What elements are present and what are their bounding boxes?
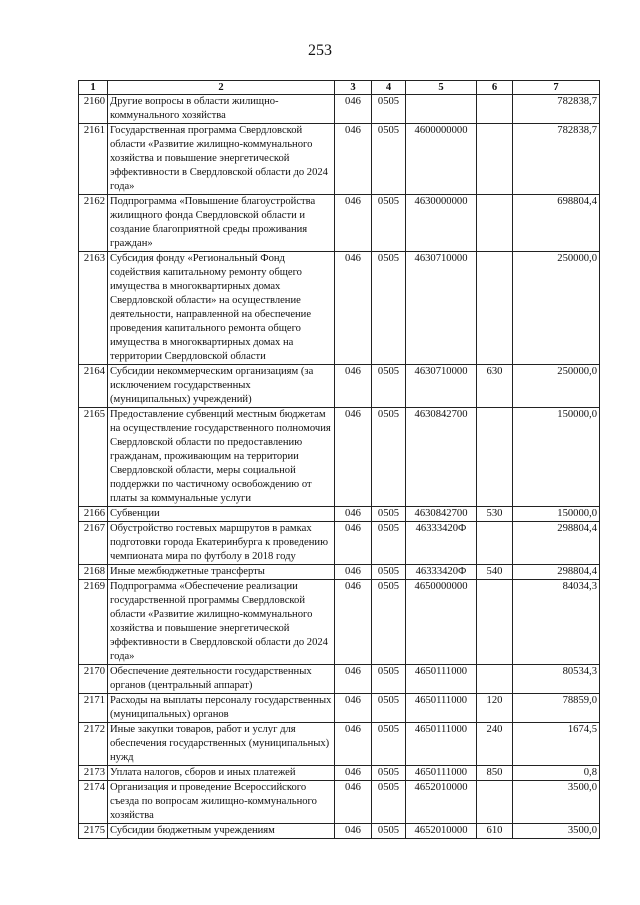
code-5: 46333420Ф: [406, 522, 477, 565]
row-number: 2160: [79, 95, 108, 124]
table-row: [79, 365, 600, 408]
code-6: 610: [477, 824, 513, 839]
code-6: 540: [477, 565, 513, 580]
table-row: [79, 824, 600, 839]
row-number: 2172: [79, 723, 108, 766]
code-5: 4652010000: [406, 824, 477, 839]
code-6: 120: [477, 694, 513, 723]
row-name: Другие вопросы в области жилищно-коммунального хозяйства: [108, 95, 335, 124]
code-3: 046: [335, 365, 372, 408]
code-3: 046: [335, 781, 372, 824]
column-header: 1: [79, 81, 108, 95]
row-number: 2164: [79, 365, 108, 408]
code-4: 0505: [372, 507, 406, 522]
code-5: 4630842700: [406, 507, 477, 522]
code-4: 0505: [372, 252, 406, 365]
column-header: 7: [513, 81, 600, 95]
code-5: 4650111000: [406, 694, 477, 723]
row-name: Субсидии бюджетным учреждениям: [108, 824, 335, 839]
code-6: [477, 580, 513, 665]
code-4: 0505: [372, 781, 406, 824]
row-amount: 78859,0: [513, 694, 600, 723]
table-row: [79, 694, 600, 723]
table-row: [79, 124, 600, 195]
row-number: 2173: [79, 766, 108, 781]
row-number: 2167: [79, 522, 108, 565]
row-number: 2171: [79, 694, 108, 723]
column-header: 3: [335, 81, 372, 95]
row-number: 2166: [79, 507, 108, 522]
code-4: 0505: [372, 365, 406, 408]
row-number: 2175: [79, 824, 108, 839]
code-5: 4630000000: [406, 195, 477, 252]
column-header: 5: [406, 81, 477, 95]
table-row: [79, 781, 600, 824]
code-3: 046: [335, 95, 372, 124]
column-header: 4: [372, 81, 406, 95]
code-3: 046: [335, 507, 372, 522]
row-amount: 782838,7: [513, 124, 600, 195]
table-row: [79, 95, 600, 124]
row-number: 2170: [79, 665, 108, 694]
row-name: Субвенции: [108, 507, 335, 522]
row-amount: 698804,4: [513, 195, 600, 252]
row-number: 2163: [79, 252, 108, 365]
code-5: 4650111000: [406, 665, 477, 694]
code-5: 46333420Ф: [406, 565, 477, 580]
code-5: 4650111000: [406, 723, 477, 766]
row-name: Расходы на выплаты персоналу государственных (муниципальных) органов: [108, 694, 335, 723]
column-header: 2: [108, 81, 335, 95]
code-3: 046: [335, 408, 372, 507]
table-row: [79, 665, 600, 694]
code-3: 046: [335, 723, 372, 766]
code-3: 046: [335, 694, 372, 723]
row-amount: 80534,3: [513, 665, 600, 694]
table-row: [79, 580, 600, 665]
code-3: 046: [335, 522, 372, 565]
code-4: 0505: [372, 766, 406, 781]
code-5: 4650000000: [406, 580, 477, 665]
code-6: 240: [477, 723, 513, 766]
code-5: 4652010000: [406, 781, 477, 824]
code-3: 046: [335, 580, 372, 665]
row-amount: 298804,4: [513, 522, 600, 565]
code-3: 046: [335, 565, 372, 580]
code-3: 046: [335, 824, 372, 839]
code-4: 0505: [372, 565, 406, 580]
code-4: 0505: [372, 723, 406, 766]
code-4: 0505: [372, 195, 406, 252]
code-3: 046: [335, 195, 372, 252]
row-name: Подпрограмма «Повышение благоустройства жилищного фонда Свердловской области и создание благоприятной среды проживания граждан»: [108, 195, 335, 252]
code-6: [477, 252, 513, 365]
code-3: 046: [335, 124, 372, 195]
table-row: [79, 195, 600, 252]
row-amount: 782838,7: [513, 95, 600, 124]
row-number: 2169: [79, 580, 108, 665]
code-4: 0505: [372, 694, 406, 723]
row-amount: 250000,0: [513, 365, 600, 408]
header-row: [79, 81, 600, 95]
code-3: 046: [335, 252, 372, 365]
row-amount: 84034,3: [513, 580, 600, 665]
table-row: [79, 507, 600, 522]
row-name: Государственная программа Свердловской области «Развитие жилищно-коммунального хозяйства и повышение энергетической эффективности в Свердловской области до 2024 года»: [108, 124, 335, 195]
row-number: 2161: [79, 124, 108, 195]
row-number: 2168: [79, 565, 108, 580]
row-name: Организация и проведение Всероссийского съезда по вопросам жилищно-коммунального хозяйства: [108, 781, 335, 824]
code-3: 046: [335, 766, 372, 781]
code-6: 530: [477, 507, 513, 522]
table-row: [79, 408, 600, 507]
table-row: [79, 565, 600, 580]
code-4: 0505: [372, 665, 406, 694]
code-6: [477, 124, 513, 195]
code-4: 0505: [372, 408, 406, 507]
row-name: Субсидия фонду «Региональный Фонд содействия капитальному ремонту общего имущества в многоквартирных домах Свердловской области» на осуществление деятельности, направленной на обеспечение проведения капитального ремонта общего имущества в многоквартирных домах на территории Свердловской области: [108, 252, 335, 365]
code-4: 0505: [372, 522, 406, 565]
row-number: 2174: [79, 781, 108, 824]
code-6: [477, 95, 513, 124]
row-amount: 150000,0: [513, 408, 600, 507]
table-row: [79, 766, 600, 781]
row-amount: 250000,0: [513, 252, 600, 365]
row-name: Иные межбюджетные трансферты: [108, 565, 335, 580]
code-6: [477, 195, 513, 252]
row-amount: 3500,0: [513, 781, 600, 824]
row-number: 2162: [79, 195, 108, 252]
code-6: [477, 522, 513, 565]
code-5: 4630710000: [406, 365, 477, 408]
row-name: Обустройство гостевых маршрутов в рамках подготовки города Екатеринбурга к проведению чемпионата мира по футболу в 2018 году: [108, 522, 335, 565]
budget-table: [78, 80, 600, 839]
row-amount: 3500,0: [513, 824, 600, 839]
page-number: 253: [308, 42, 332, 59]
code-4: 0505: [372, 580, 406, 665]
code-5: 4630710000: [406, 252, 477, 365]
code-5: [406, 95, 477, 124]
row-name: Субсидии некоммерческим организациям (за исключением государственных (муниципальных) учреждений): [108, 365, 335, 408]
row-name: Уплата налогов, сборов и иных платежей: [108, 766, 335, 781]
code-5: 4650111000: [406, 766, 477, 781]
code-6: [477, 408, 513, 507]
code-6: [477, 781, 513, 824]
row-name: Подпрограмма «Обеспечение реализации государственной программы Свердловской области «Развитие жилищно-коммунального хозяйства и повышение энергетической эффективности в Свердловской области до 2024 года»: [108, 580, 335, 665]
row-amount: 0,8: [513, 766, 600, 781]
code-4: 0505: [372, 95, 406, 124]
code-4: 0505: [372, 124, 406, 195]
table-row: [79, 723, 600, 766]
table-row: [79, 252, 600, 365]
column-header: 6: [477, 81, 513, 95]
table-row: [79, 522, 600, 565]
row-name: Иные закупки товаров, работ и услуг для обеспечения государственных (муниципальных) нужд: [108, 723, 335, 766]
row-name: Предоставление субвенций местным бюджетам на осуществление государственного полномочия Свердловской области по предоставлению гражданам, проживающим на территории Свердловской области, меры социальной поддержки по частичному освобождению от платы за коммунальные услуги: [108, 408, 335, 507]
row-name: Обеспечение деятельности государственных органов (центральный аппарат): [108, 665, 335, 694]
row-number: 2165: [79, 408, 108, 507]
code-6: 850: [477, 766, 513, 781]
code-4: 0505: [372, 824, 406, 839]
code-6: [477, 665, 513, 694]
row-amount: 150000,0: [513, 507, 600, 522]
code-5: 4630842700: [406, 408, 477, 507]
row-amount: 1674,5: [513, 723, 600, 766]
code-6: 630: [477, 365, 513, 408]
row-amount: 298804,4: [513, 565, 600, 580]
code-3: 046: [335, 665, 372, 694]
code-5: 4600000000: [406, 124, 477, 195]
